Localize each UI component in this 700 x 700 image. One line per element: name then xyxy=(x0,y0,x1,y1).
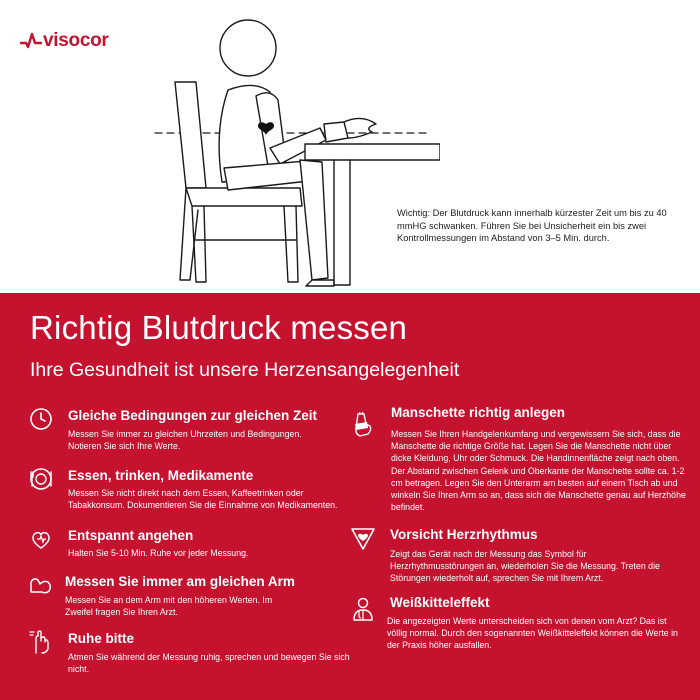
brand-logo xyxy=(20,30,109,52)
tip-heading: Gleiche Bedingungen zur gleichen Zeit xyxy=(68,408,318,423)
tip-heading: Vorsicht Herzrhythmus xyxy=(390,527,538,542)
doctor-icon xyxy=(350,596,376,622)
silence-icon xyxy=(28,629,54,655)
tip-text: Die angezeigten Werte unterscheiden sich von denen vom Arzt? Das ist völlig normal. Durch den sogenannten Weißkitteleffekt können die Werte in der Praxis höher ausfallen. xyxy=(387,616,678,651)
tip-heading: Manschette richtig anlegen xyxy=(391,405,566,420)
warning-note: Wichtig: Der Blutdruck kann innerhalb kürzester Zeit um bis zu 40 mmHG schwanken. Führen Sie bei Unsicherheit ein bis zwei Kontrollmessungen im Abstand von 3–5 Min. durch. xyxy=(397,208,667,243)
tip-text: Zeigt das Gerät nach der Messung das Symbol für Herzrhythmusstörungen an, wiederholen Sie die Messung. Treten die Störungen wiederholt auf, sprechen Sie mit Ihrem Arzt. xyxy=(390,549,660,584)
tip-cuff xyxy=(350,405,686,526)
relax-icon xyxy=(28,526,54,552)
tip-heading: Essen, trinken, Medikamente xyxy=(68,468,254,483)
visocor-logo-icon xyxy=(20,32,42,50)
illustration-section xyxy=(0,0,700,293)
clock-icon xyxy=(28,406,54,432)
tip-heart-rhythm xyxy=(350,526,680,586)
tip-heading: Weißkitteleffekt xyxy=(390,595,490,610)
tip-heading: Messen Sie immer am gleichen Arm xyxy=(65,574,295,589)
seated-person-illustration xyxy=(140,15,440,290)
tip-text: Messen Sie nicht direkt nach dem Essen, Kaffeetrinken oder Tabakkonsum. Dokumentieren Sie die Einnahme von Medikamenten. xyxy=(68,488,338,511)
brand-name: visocor xyxy=(43,30,109,51)
tip-text: Atmen Sie während der Messung ruhig, sprechen und bewegen Sie sich nicht. xyxy=(68,652,350,675)
tip-same-conditions xyxy=(28,406,348,456)
food-icon xyxy=(28,466,54,492)
cuff-icon xyxy=(350,412,376,438)
tip-eating-drinking xyxy=(28,466,348,516)
tip-text: Messen Sie an dem Arm mit den höheren Werten. Im Zweifel fragen Sie Ihren Arzt. xyxy=(65,595,273,618)
tip-heading: Ruhe bitte xyxy=(68,631,134,646)
tips-section xyxy=(0,293,700,700)
tip-same-arm xyxy=(28,572,348,622)
tip-relax xyxy=(28,526,348,566)
arm-icon xyxy=(28,572,54,598)
tip-text: Messen Sie immer zu gleichen Uhrzeiten und Bedingungen. Notieren Sie sich Ihre Werte. xyxy=(68,429,302,452)
tip-white-coat-effect xyxy=(350,596,680,666)
tip-text: Messen Sie Ihren Handgelenkumfang und vergewissern Sie sich, dass die Manschette die richtige Größe hat. Legen Sie die Manschette nicht über dicke Kleidung, Uhr oder Schmuck. Die Handinnenfläche zeigt nach oben. Der Abstand zwischen Gelenk und Oberkante der Manschette sollte ca. 1-2 cm betragen. Legen Sie den Unterarm am besten auf einem Tisch ab und winkeln Sie Ihren Arm so an, dass sich die Manschette genau auf Herzhöhe befindet. xyxy=(391,429,686,513)
tip-quiet xyxy=(28,629,348,679)
page-title: Richtig Blutdruck messen xyxy=(30,309,408,346)
tip-text: Halten Sie 5-10 Min. Ruhe vor jeder Messung. xyxy=(68,548,249,558)
page-subtitle: Ihre Gesundheit ist unsere Herzensangelegenheit xyxy=(30,359,460,381)
tip-heading: Entspannt angehen xyxy=(68,528,194,543)
heart-rhythm-icon xyxy=(350,526,376,552)
